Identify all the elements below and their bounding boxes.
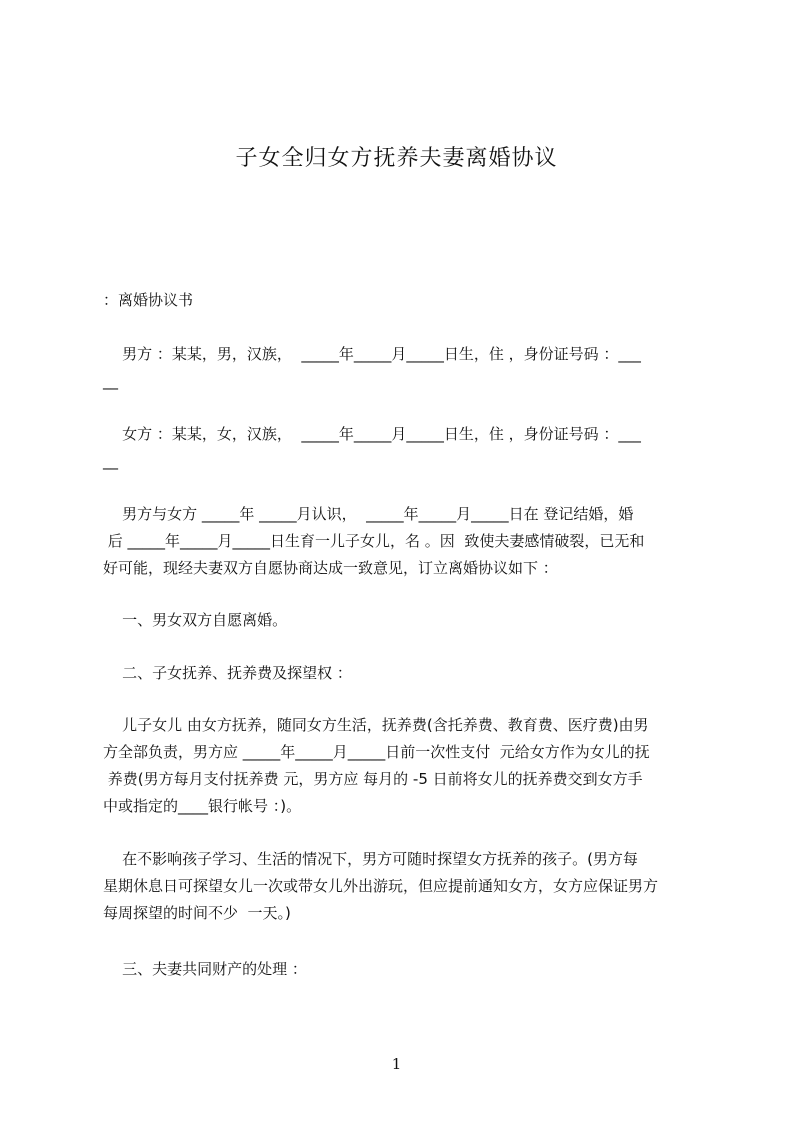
male-party-paragraph xyxy=(103,341,703,395)
female-party-line-2: __ xyxy=(103,452,118,470)
clause-2-heading: 二、子女抚养、抚养费及探望权 ： xyxy=(103,664,352,682)
document-title: 子女全归女方抚养夫妻离婚协议 xyxy=(235,146,558,171)
female-party-paragraph xyxy=(103,421,703,475)
male-party-line-2: __ xyxy=(103,372,118,390)
female-party-line-1: 女方 ：某某，女，汉族， _____年_____月_____日生，住 ，身份证号码 ：___ xyxy=(103,425,641,443)
visitation-line-1: 在不影响孩子学习、生活的情况下，男方可随时探望女方抚养的孩子。(男方每 xyxy=(103,850,638,868)
custody-paragraph xyxy=(103,712,703,820)
clause-1: 一、男女双方自愿离婚。 xyxy=(103,611,288,629)
visitation-line-3: 每周探望的时间不少 一天。) xyxy=(103,904,291,922)
background-line-2: 后 _____年_____月_____日生育一儿子女儿，名 。因 致使夫妻感情破裂，已无和 xyxy=(103,532,645,550)
custody-line-4: 中或指定的____银行帐号 ：)。 xyxy=(103,797,302,815)
male-party-line-1: 男方 ：某某，男，汉族， _____年_____月_____日生，住 ，身份证号码 ：___ xyxy=(103,345,641,363)
visitation-paragraph xyxy=(103,846,703,927)
custody-line-1: 儿子女儿 由女方抚养，随同女方生活，抚养费(含托养费、教育费、医疗费)由男 xyxy=(103,716,649,734)
document-subtitle: ：离婚协议书 xyxy=(103,291,194,309)
custody-line-2: 方全部负责，男方应 _____年_____月_____日前一次性支付 元给女方作为女儿的抚 xyxy=(103,743,650,761)
background-line-1: 男方与女方 _____年 _____月认识， _____年_____月_____日在 登记结婚，婚 xyxy=(103,505,634,523)
clause-3-heading: 三、夫妻共同财产的处理 ： xyxy=(103,960,307,978)
background-line-3: 好可能，现经夫妻双方自愿协商达成一致意见，订立离婚协议如下 ： xyxy=(103,559,558,577)
custody-line-3: 养费(男方每月支付抚养费 元，男方应 每月的 -5 日前将女儿的抚养费交到女方手 xyxy=(103,770,643,788)
background-paragraph xyxy=(103,501,703,582)
visitation-line-2: 星期休息日可探望女儿一次或带女儿外出游玩，但应提前通知女方，女方应保证男方 xyxy=(103,877,659,895)
page-number: 1 xyxy=(391,1055,402,1073)
